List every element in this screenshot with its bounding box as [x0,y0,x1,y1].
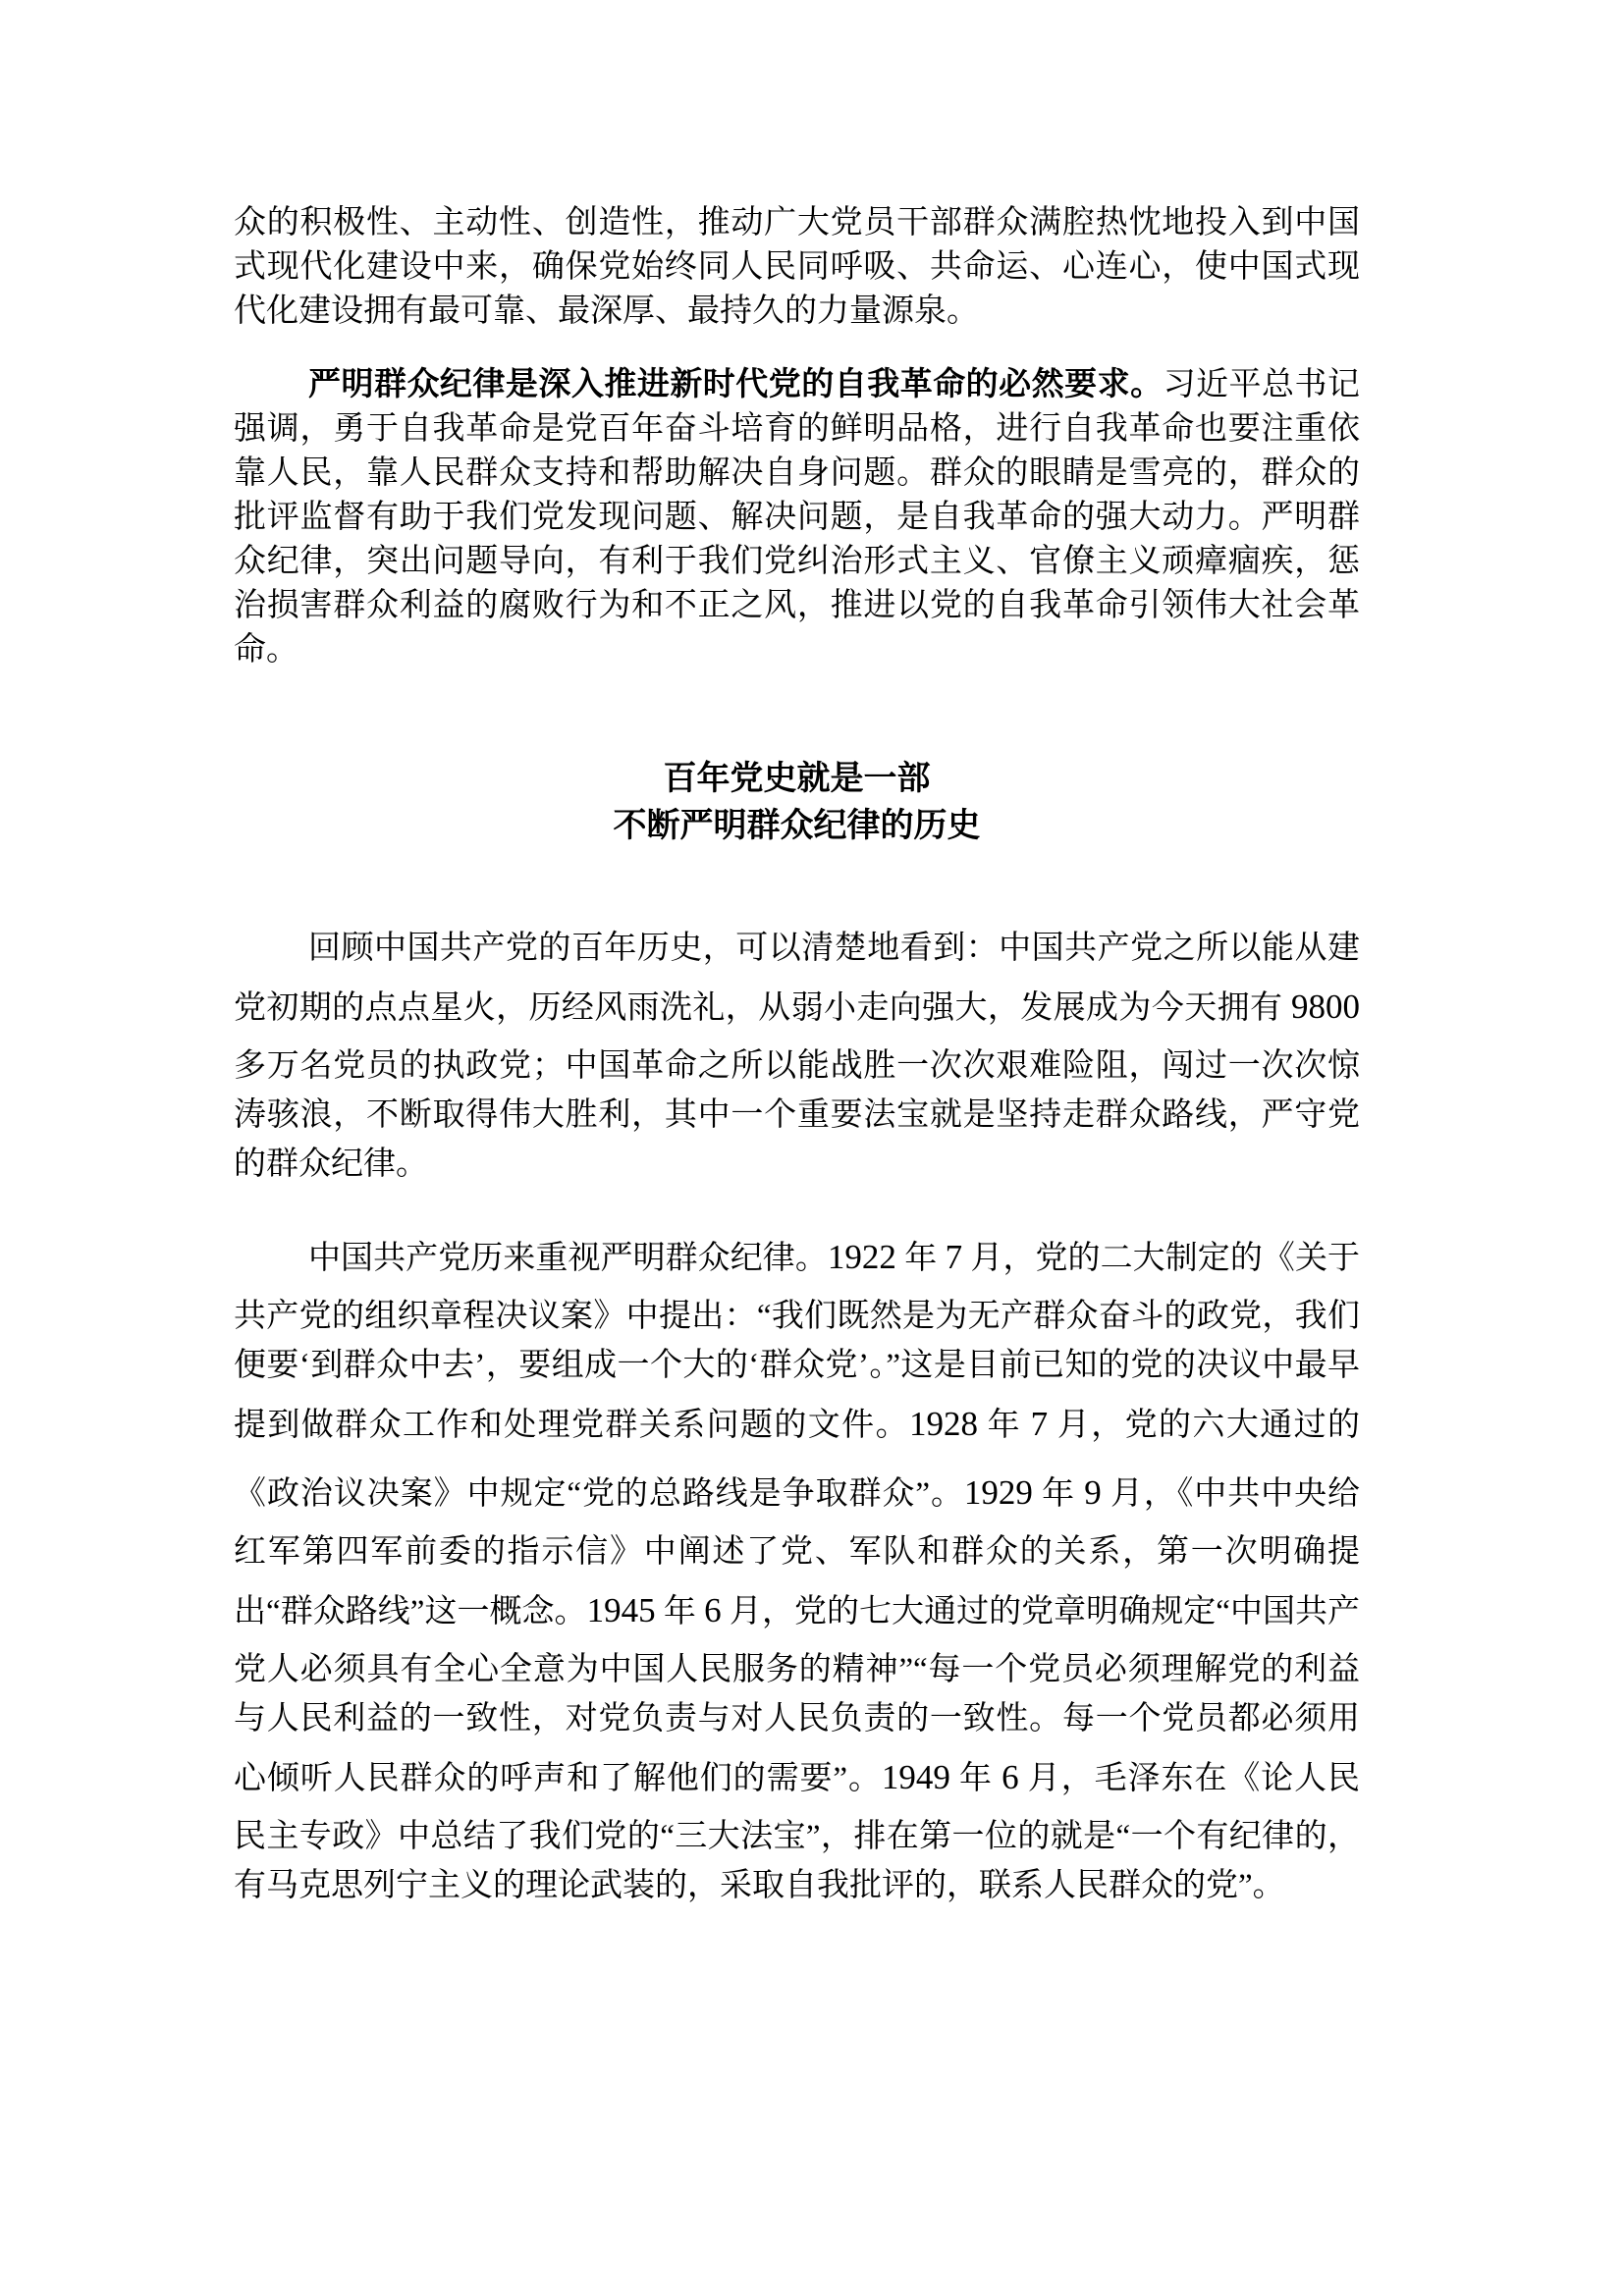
body-paragraph-3: 回顾中国共产党的百年历史，可以清楚地看到：中国共产党之所以能从建党初期的点点星火，历经风雨洗礼，从弱小走向强大，发展成为今天拥有 9800 多万名党员的执政党；中国革命之所以能战胜一次次艰难险阻，闯过一次次惊涛骇浪，不断取得伟大胜利，其中一个重要法宝就是坚持走群众路线，严守党的群众纪律。 [234,931,1360,1182]
paragraph-2-body-text: 习近平总书记强调，勇于自我革命是党百年奋斗培育的鲜明品格，进行自我革命也要注重依靠人民，靠人民群众支持和帮助解决自身问题。群众的眼睛是雪亮的，群众的批评监督有助于我们党发现问题、解决问题，是自我革命的强大动力。严明群众纪律，突出问题导向，有利于我们党纠治形式主义、官僚主义顽瘴痼疾，惩治损害群众利益的腐败行为和不正之风，推进以党的自我革命引领伟大社会革命。 [234,367,1361,667]
body-paragraph-1: 众的积极性、主动性、创造性，推动广大党员干部群众满腔热忱地投入到中国式现代化建设中来，确保党始终同人民同呼吸、共命运、心连心，使中国式现代化建设拥有最可靠、最深厚、最持久的力量源泉。 [234,205,1360,329]
section-heading [234,756,1360,850]
section-heading-line-2: 不断严明群众纪律的历史 [613,808,981,844]
body-paragraph-2 [234,363,1360,672]
paragraph-2-bold-lead: 严明群众纪律是深入推进新时代党的自我革命的必然要求。 [308,367,1164,402]
section-heading-line-1: 百年党史就是一部 [663,761,931,797]
body-paragraph-4: 中国共产党历来重视严明群众纪律。1922 年 7 月，党的二大制定的《关于共产党的组织章程决议案》中提出：“我们既然是为无产群众奋斗的政党，我们便要‘到群众中去’，要组成一个大的‘群众党’。”这是目前已知的党的决议中最早提到做群众工作和处理党群关系问题的文件。1928 年 7 月，党的六大通过的《政治议决案》中规定“党的总路线是争取群众”。1929 年 9 月，《中共中央给红军第四军前委的指示信》中阐述了党、军队和群众的关系，第一次明确提出“群众路线”这一概念。1945 年 6 月，党的七大通过的党章明确规定“中国共产党人必须具有全心全意为中国人民服务的精神”“每一个党员必须理解党的利益与人民利益的一致性，对党负责与对人民负责的一致性。每一个党员都必须用心倾听人民群众的呼声和了解他们的需要”。1949 年 6 月，毛泽东在《论人民民主专政》中总结了我们党的“三大法宝”，排在第一位的就是“一个有纪律的，有马克思列宁主义的理论武装的，采取自我批评的，联系人民群众的党”。 [234,1238,1361,1903]
